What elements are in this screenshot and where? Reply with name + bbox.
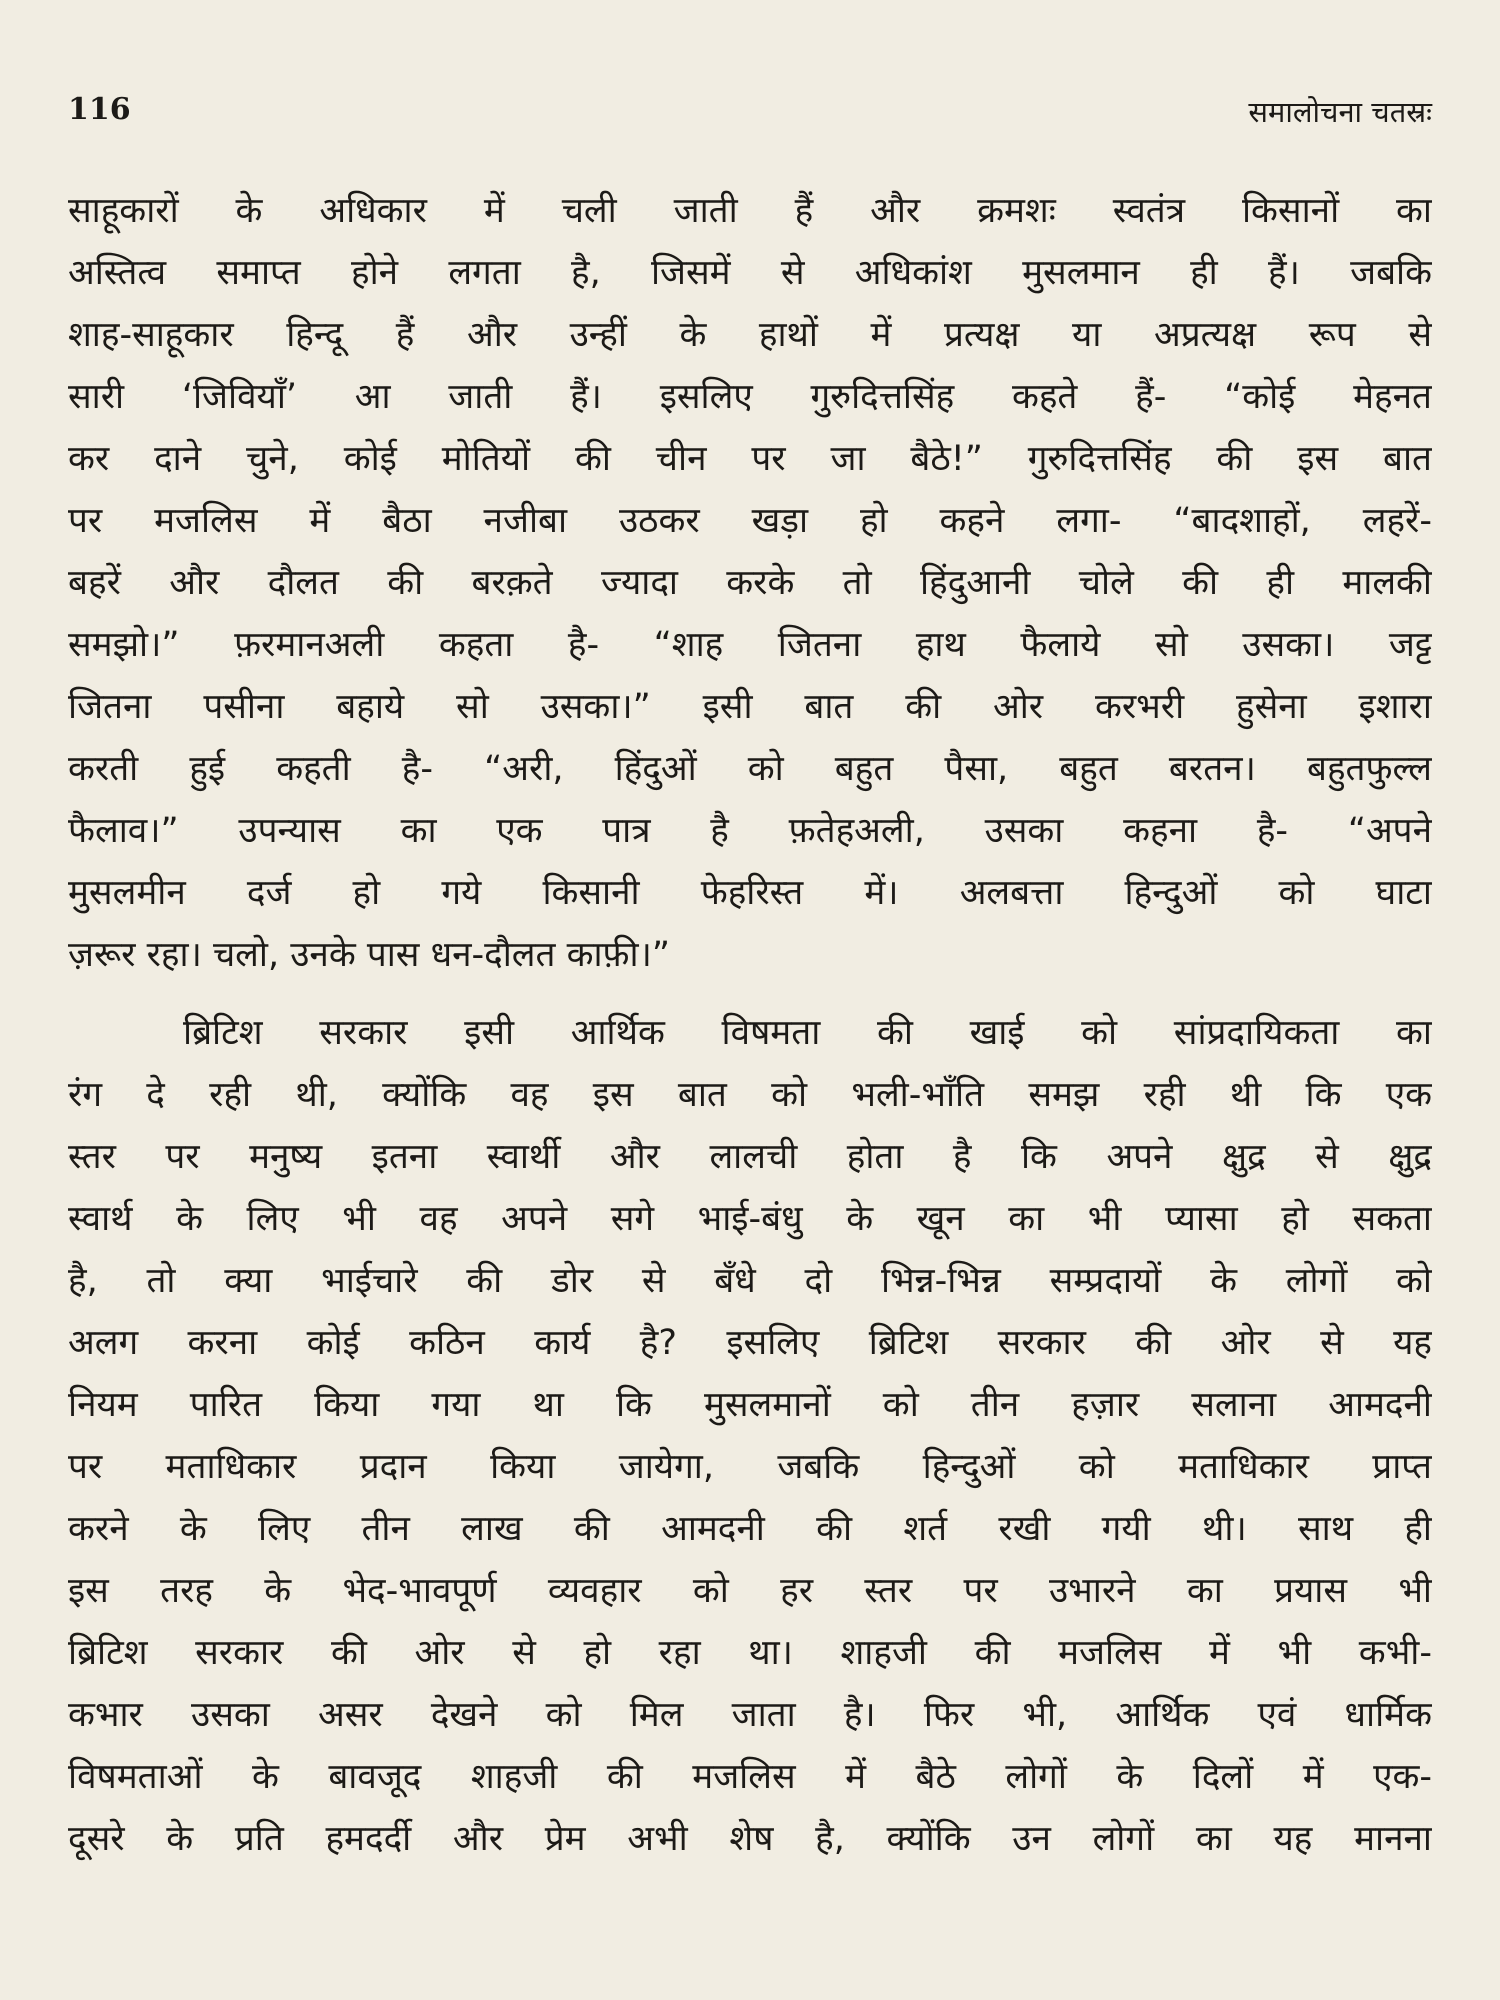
running-title: समालोचना चतस्रः [1248, 95, 1432, 129]
text-line: शाह-साहूकार हिन्दू हैं और उन्हीं के हाथों में प्रत्यक्ष या अप्रत्यक्ष रूप से [68, 315, 1432, 355]
body-text [68, 180, 1432, 1870]
text-line: ब्रिटिश सरकार की ओर से हो रहा था। शाहजी की मजलिस में भी कभी- [68, 1633, 1432, 1673]
text-line: मुसलमीन दर्ज हो गये किसानी फेहरिस्त में। अलबत्ता हिन्दुओं को घाटा [68, 873, 1432, 913]
text-line: स्वार्थ के लिए भी वह अपने सगे भाई-बंधु के खून का भी प्यासा हो सकता [68, 1199, 1432, 1239]
text-line: है, तो क्या भाईचारे की डोर से बँधे दो भिन्न-भिन्न सम्प्रदायों के लोगों को [68, 1261, 1432, 1301]
text-line: ज़रूर रहा। चलो, उनके पास धन-दौलत काफ़ी।” [68, 935, 671, 975]
text-line: फैलाव।” उपन्यास का एक पात्र है फ़तेहअली, उसका कहना है- “अपने [68, 811, 1432, 851]
paragraph-1 [68, 180, 1432, 986]
text-line: करती हुई कहती है- “अरी, हिंदुओं को बहुत पैसा, बहुत बरतन। बहुतफुल्ल [68, 749, 1432, 789]
text-line: पर मताधिकार प्रदान किया जायेगा, जबकि हिन्दुओं को मताधिकार प्राप्त [68, 1447, 1432, 1487]
text-line: रंग दे रही थी, क्योंकि वह इस बात को भली-भाँति समझ रही थी कि एक [68, 1075, 1432, 1115]
text-line: बहरें और दौलत की बरक़ते ज्यादा करके तो हिंदुआनी चोले की ही मालकी [68, 563, 1432, 603]
text-line: समझो।” फ़रमानअली कहता है- “शाह जितना हाथ फैलाये सो उसका। जट्ट [68, 625, 1432, 665]
text-line: पर मजलिस में बैठा नजीबा उठकर खड़ा हो कहने लगा- “बादशाहों, लहरें- [68, 501, 1432, 541]
text-line: करने के लिए तीन लाख की आमदनी की शर्त रखी गयी थी। साथ ही [68, 1509, 1432, 1549]
text-line: स्तर पर मनुष्य इतना स्वार्थी और लालची होता है कि अपने क्षुद्र से क्षुद्र [68, 1137, 1432, 1177]
text-line: साहूकारों के अधिकार में चली जाती हैं और क्रमशः स्वतंत्र किसानों का [68, 191, 1432, 231]
text-line: कभार उसका असर देखने को मिल जाता है। फिर भी, आर्थिक एवं धार्मिक [68, 1695, 1432, 1735]
text-line: दूसरे के प्रति हमदर्दी और प्रेम अभी शेष है, क्योंकि उन लोगों का यह मानना [68, 1819, 1432, 1859]
text-line: अलग करना कोई कठिन कार्य है? इसलिए ब्रिटिश सरकार की ओर से यह [68, 1323, 1432, 1363]
text-line: इस तरह के भेद-भावपूर्ण व्यवहार को हर स्तर पर उभारने का प्रयास भी [68, 1571, 1432, 1611]
text-line: अस्तित्व समाप्त होने लगता है, जिसमें से अधिकांश मुसलमान ही हैं। जबकि [68, 253, 1432, 293]
page-number: 116 [68, 92, 131, 127]
paragraph-gap [68, 986, 1432, 1002]
text-line: जितना पसीना बहाये सो उसका।” इसी बात की ओर करभरी हुसेना इशारा [68, 687, 1432, 727]
text-line: ब्रिटिश सरकार इसी आर्थिक विषमता की खाई को सांप्रदायिकता का [183, 1013, 1432, 1053]
page-header [68, 92, 1432, 132]
text-line: कर दाने चुने, कोई मोतियों की चीन पर जा बैठे!” गुरुदित्तसिंह की इस बात [68, 439, 1432, 479]
paragraph-2 [68, 1002, 1432, 1870]
text-line: नियम पारित किया गया था कि मुसलमानों को तीन हज़ार सलाना आमदनी [68, 1385, 1432, 1425]
text-line: विषमताओं के बावजूद शाहजी की मजलिस में बैठे लोगों के दिलों में एक- [68, 1757, 1432, 1797]
text-line: सारी ‘जिवियाँ’ आ जाती हैं। इसलिए गुरुदित्तसिंह कहते हैं- “कोई मेहनत [68, 377, 1432, 417]
